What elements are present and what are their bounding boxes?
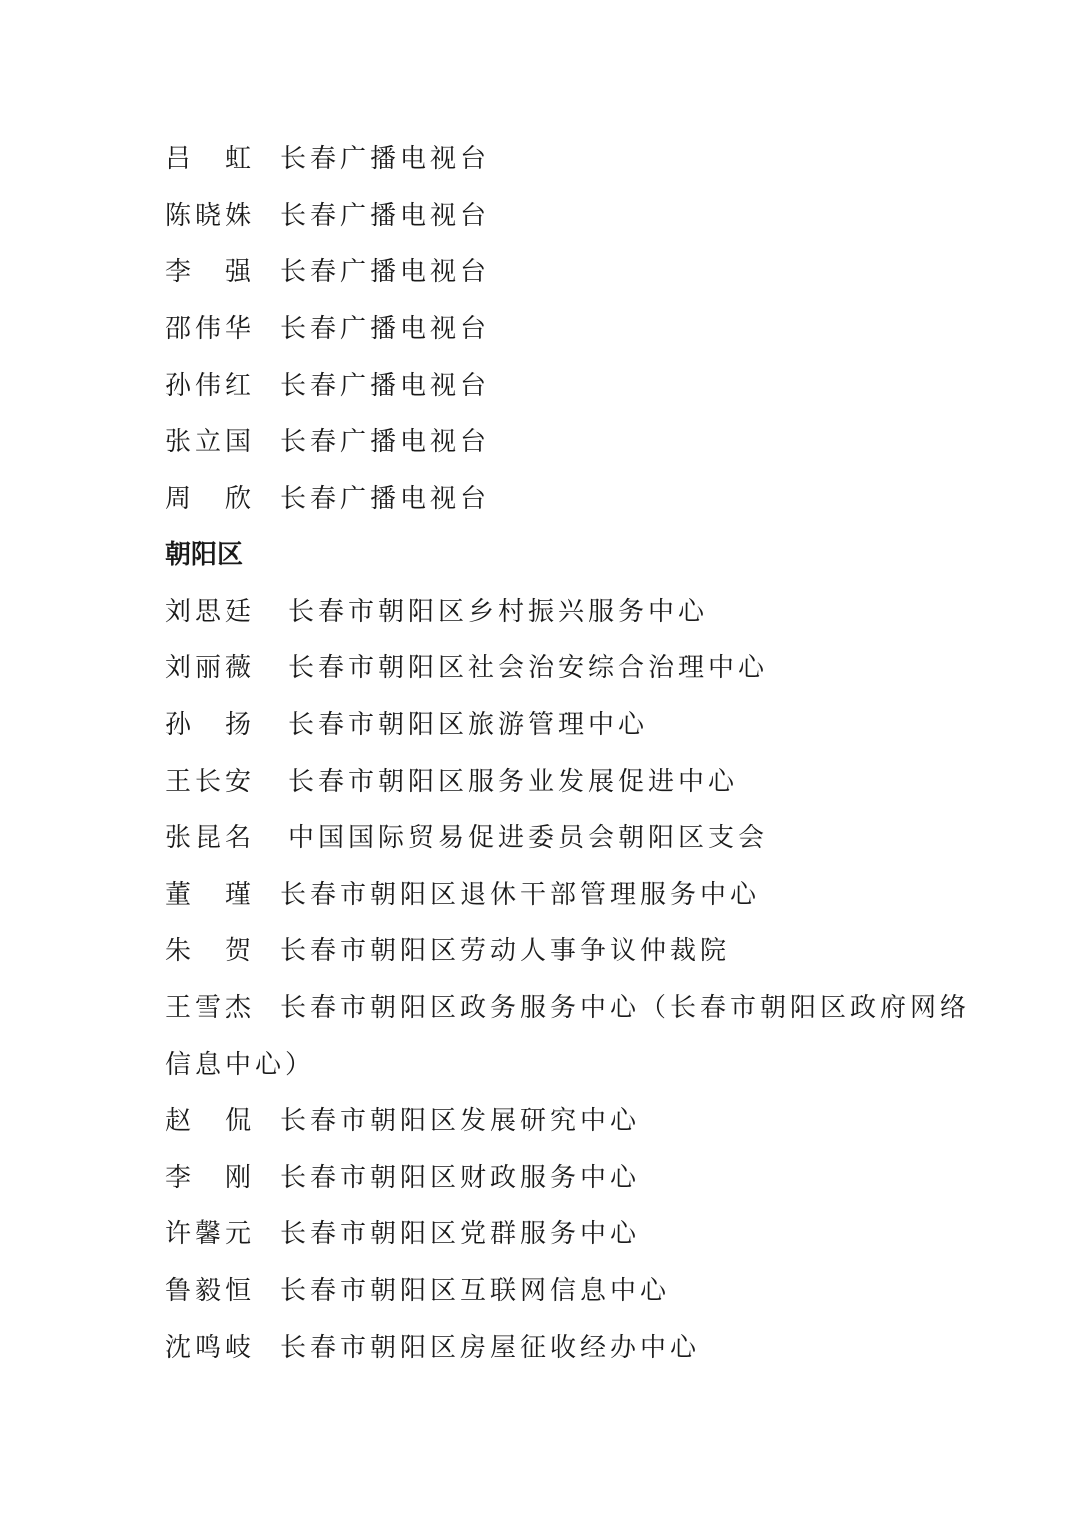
person-name: 孙伟红 xyxy=(165,371,256,401)
organization: 中国国际贸易促进委员会朝阳区支会 xyxy=(288,823,769,853)
list-item xyxy=(165,309,490,349)
organization: 长春市朝阳区乡村振兴服务中心 xyxy=(288,597,709,627)
person-name: 鲁毅恒 xyxy=(165,1276,256,1306)
organization: 长春市朝阳区劳动人事争议仲裁院 xyxy=(280,936,731,966)
list-item xyxy=(165,139,490,179)
list-item xyxy=(165,931,730,971)
person-name: 刘丽薇 xyxy=(165,653,256,683)
organization: 长春市朝阳区社会治安综合治理中心 xyxy=(288,653,769,683)
organization: 长春广播电视台 xyxy=(280,257,491,287)
list-item-continuation: 信息中心） xyxy=(165,1050,316,1080)
organization: 长春广播电视台 xyxy=(280,484,491,514)
list-item xyxy=(165,818,768,858)
list-item xyxy=(165,196,490,236)
person-name: 陈晓姝 xyxy=(165,201,256,231)
list-item xyxy=(165,1158,640,1198)
person-name: 吕 虹 xyxy=(165,144,256,174)
list-item xyxy=(165,422,490,462)
organization: 长春广播电视台 xyxy=(280,201,491,231)
organization: 长春市朝阳区旅游管理中心 xyxy=(288,710,649,740)
organization: 长春广播电视台 xyxy=(280,427,491,457)
person-name: 张立国 xyxy=(165,427,256,457)
organization: 长春广播电视台 xyxy=(280,314,491,344)
organization: 长春市朝阳区财政服务中心 xyxy=(280,1163,641,1193)
organization: 长春广播电视台 xyxy=(280,144,491,174)
person-name: 张昆名 xyxy=(165,823,256,853)
person-name: 赵 侃 xyxy=(165,1106,256,1136)
person-name: 董 瑾 xyxy=(165,880,256,910)
list-item xyxy=(165,366,490,406)
list-item xyxy=(165,252,490,292)
list-item xyxy=(165,762,738,802)
person-name: 沈鸣岐 xyxy=(165,1333,256,1363)
section-heading: 朝阳区 xyxy=(165,540,244,570)
person-name: 周 欣 xyxy=(165,484,256,514)
list-item xyxy=(165,1271,670,1311)
list-item xyxy=(165,988,970,1028)
list-item xyxy=(165,705,648,745)
organization: 长春广播电视台 xyxy=(280,371,491,401)
person-name: 孙 扬 xyxy=(165,710,256,740)
organization: 长春市朝阳区政务服务中心（长春市朝阳区政府网络 xyxy=(280,993,971,1023)
organization: 长春市朝阳区党群服务中心 xyxy=(280,1219,641,1249)
person-name: 李 刚 xyxy=(165,1163,256,1193)
list-item xyxy=(165,479,490,519)
list-item xyxy=(165,875,760,915)
person-name: 朱 贺 xyxy=(165,936,256,966)
person-name: 邵伟华 xyxy=(165,314,256,344)
list-item xyxy=(165,1328,700,1368)
person-name: 李 强 xyxy=(165,257,256,287)
organization: 长春市朝阳区服务业发展促进中心 xyxy=(288,767,739,797)
person-name: 王长安 xyxy=(165,767,256,797)
person-name: 许馨元 xyxy=(165,1219,256,1249)
list-item xyxy=(165,592,708,632)
list-item xyxy=(165,648,768,688)
organization: 长春市朝阳区退休干部管理服务中心 xyxy=(280,880,761,910)
organization: 长春市朝阳区互联网信息中心 xyxy=(280,1276,671,1306)
person-name: 刘思廷 xyxy=(165,597,256,627)
person-name: 王雪杰 xyxy=(165,993,256,1023)
organization: 长春市朝阳区房屋征收经办中心 xyxy=(280,1333,701,1363)
list-item xyxy=(165,1101,640,1141)
organization: 长春市朝阳区发展研究中心 xyxy=(280,1106,641,1136)
list-item xyxy=(165,1214,640,1254)
